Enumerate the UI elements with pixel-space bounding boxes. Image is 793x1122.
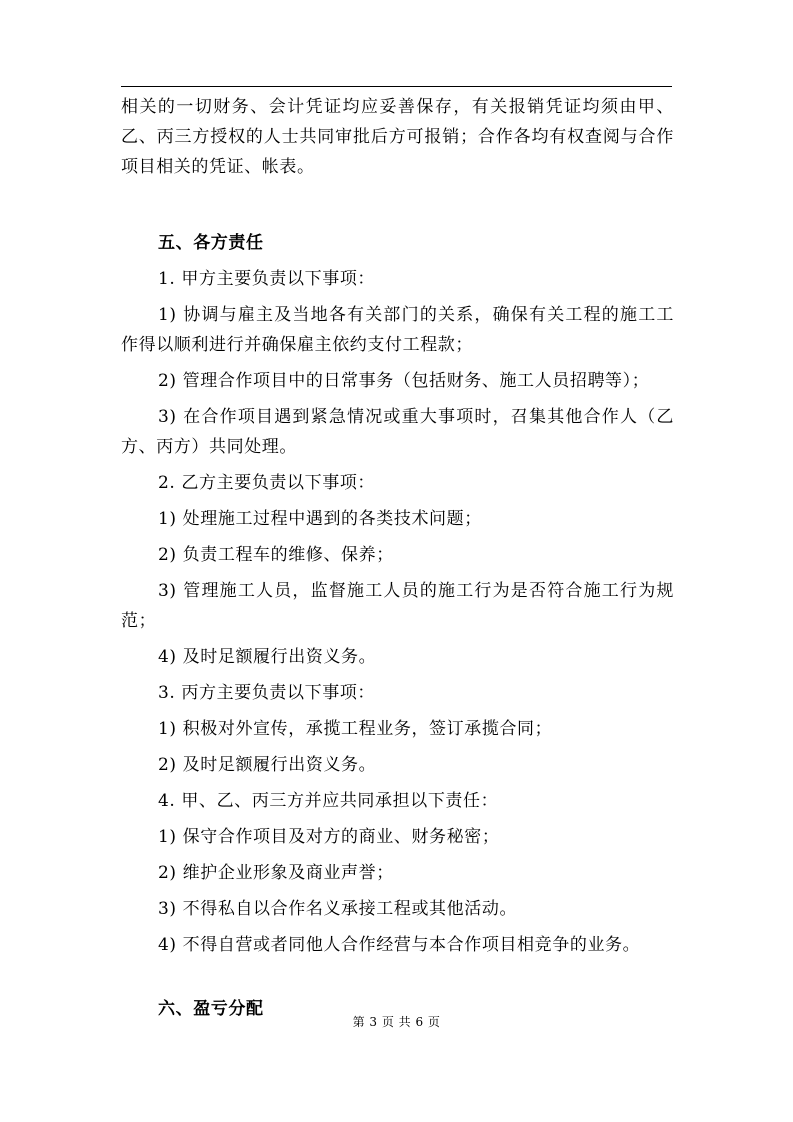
list-item: 1) 协调与雇主及当地各有关部门的关系，确保有关工程的施工工作得以顺利进行并确保雇主依约支付工程款； — [121, 305, 674, 355]
list-item: 4) 及时足额履行出资义务。 — [158, 647, 377, 667]
page-footer: 第 3 页 共 6 页 — [352, 1015, 441, 1029]
list-item: 4. 甲、乙、丙三方并应共同承担以下责任： — [158, 791, 499, 811]
section-5-heading: 五、各方责任 — [158, 233, 264, 253]
continued-paragraph: 相关的一切财务、会计凭证均应妥善保存，有关报销凭证均须由甲、乙、丙三方授权的人士共同审批后方可报销；合作各均有权查阅与合作项目相关的凭证、帐表。 — [121, 97, 674, 177]
list-item: 2) 负责工程车的维修、保养； — [158, 545, 394, 565]
list-item: 1) 积极对外宣传，承揽工程业务，签订承揽合同； — [158, 719, 553, 739]
list-item: 2) 维护企业形象及商业声誉； — [158, 863, 394, 883]
list-item: 1) 保守合作项目及对方的商业、财务秘密； — [158, 827, 500, 847]
header-rule — [121, 86, 672, 87]
list-item: 2) 及时足额履行出资义务。 — [158, 755, 377, 775]
list-item: 3) 管理施工人员，监督施工人员的施工行为是否符合施工行为规范； — [121, 581, 674, 631]
list-item: 3) 不得私自以合作名义承接工程或其他活动。 — [158, 899, 518, 919]
list-item: 1) 处理施工过程中遇到的各类技术问题； — [158, 509, 482, 529]
list-item: 3) 在合作项目遇到紧急情况或重大事项时，召集其他合作人（乙方、丙方）共同处理。 — [121, 407, 674, 457]
list-item: 2. 乙方主要负责以下事项： — [158, 473, 376, 493]
list-item: 2) 管理合作项目中的日常事务（包括财务、施工人员招聘等）； — [158, 371, 650, 391]
document-body — [121, 92, 674, 1030]
list-item: 3. 丙方主要负责以下事项： — [158, 683, 376, 703]
list-item: 4) 不得自营或者同他人合作经营与本合作项目相竞争的业务。 — [158, 935, 641, 955]
section-6-heading: 六、盈亏分配 — [158, 999, 264, 1019]
list-item: 1. 甲方主要负责以下事项： — [158, 269, 376, 289]
